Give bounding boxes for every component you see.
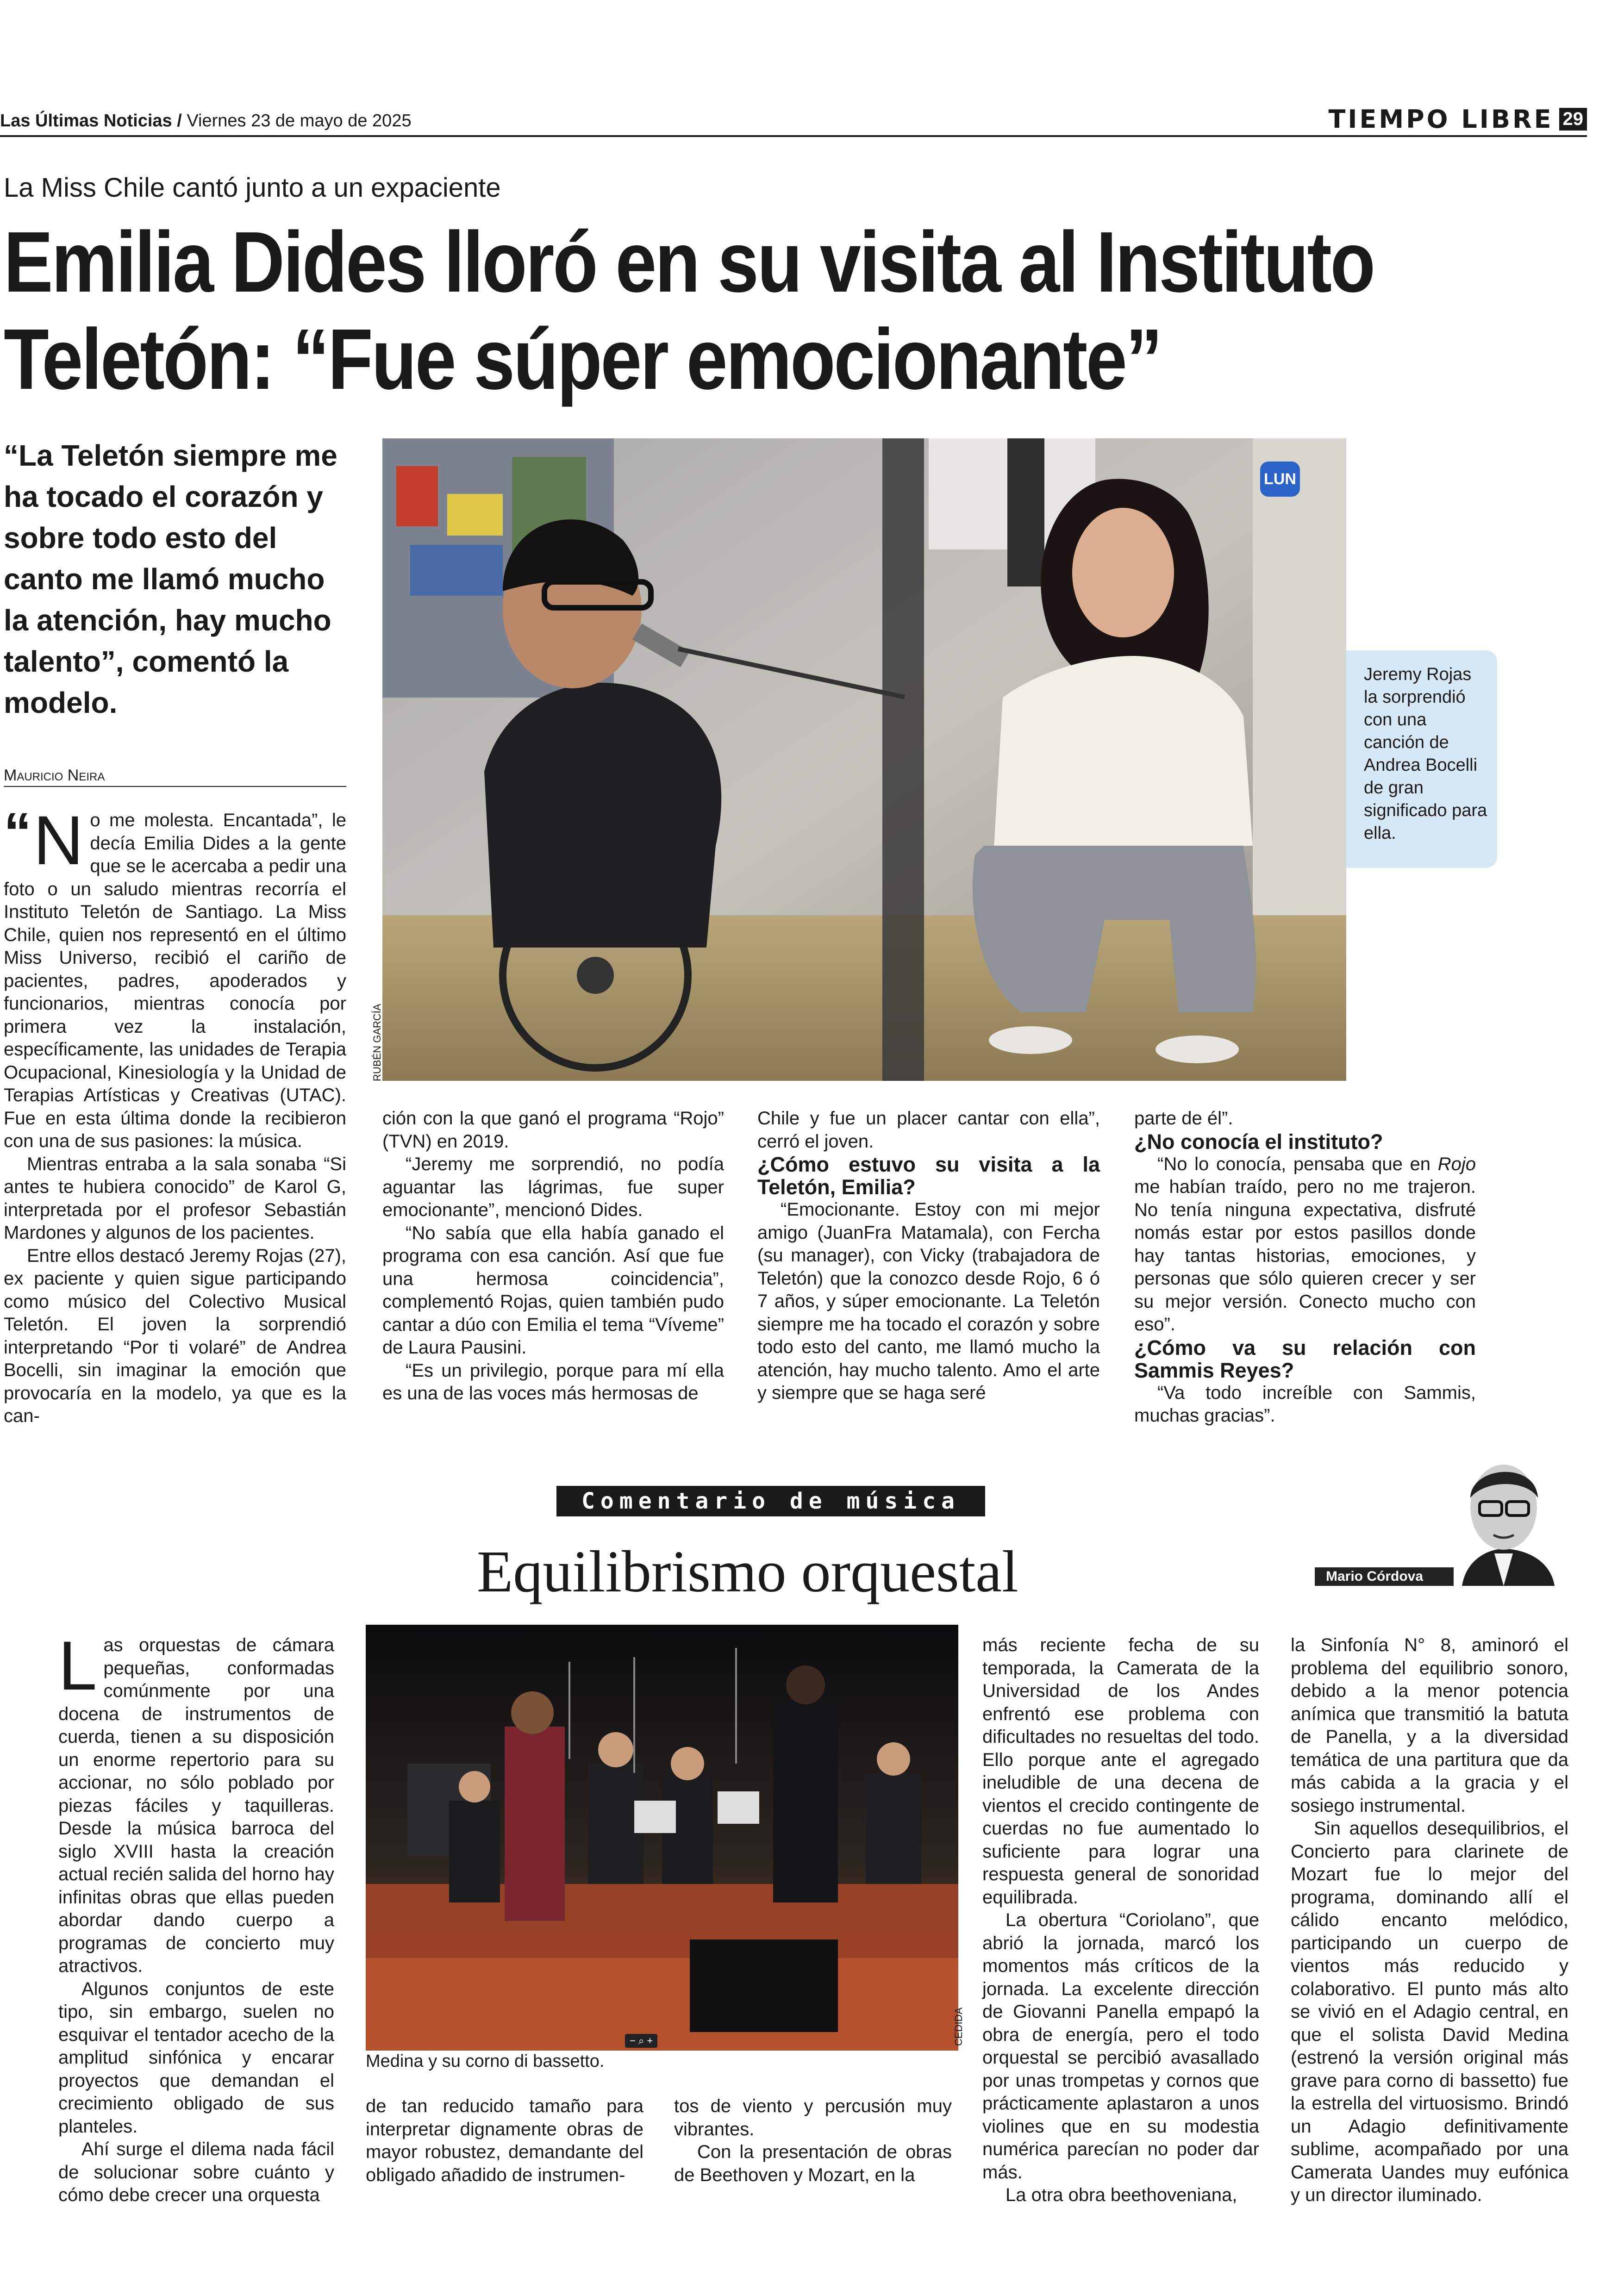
photo-caption-box <box>1346 650 1497 868</box>
article2-col1-p2: Algunos conjuntos de este tipo, sin embargo, suelen no esquivar el tentador acecho de la amplitud sinfónica y encarar proyectos que demandan el crecimiento obligado de sus planteles. <box>58 1978 334 2137</box>
article2-col3-p2: Con la presentación de obras de Beethoven y Mozart, en la <box>674 2142 952 2185</box>
author-name: Mario Córdova <box>1326 1569 1424 1584</box>
pull-quote: “La Teletón siempre me ha tocado el corazón y sobre todo esto del canto me llamó mucho la atención, hay mucho talento”, comentó la modelo. <box>4 439 337 719</box>
section-label <box>1329 105 1587 134</box>
article2-col1-text1: as orquestas de cámara pequeñas, conformadas comúnmente por una docena de instrumentos de cuerda, tienen a su disposición un enorme repertorio para su accionar, no sólo poblado por piezas fáciles y taquilleras. Desde la música barroca del siglo XVIII hasta la creación actual recién salida del horno hay infinitas obras que ellas pueden abordar dando cuerpo a programas de concierto muy atractivos. <box>58 1635 334 1976</box>
concert-photo-illustration <box>366 1625 958 2051</box>
page-number: 29 <box>1559 108 1587 131</box>
article2-column-3 <box>674 2095 952 2187</box>
article2-column-4 <box>982 1634 1259 2207</box>
headline-line-2: Teletón: “Fue súper emocionante” <box>4 312 1161 407</box>
article2-col2-p1: de tan reducido tamaño para interpretar dignamente obras de mayor robustez, demandante del obligado añadido de instrumen- <box>366 2096 643 2185</box>
article1-col2-p1: ción con la que ganó el programa “Rojo” (TVN) en 2019. <box>382 1108 724 1152</box>
article1-col2-p4: “Es un privilegio, porque para mí ella es una de las voces más hermosas de <box>382 1360 724 1403</box>
lun-badge: LUN <box>1260 461 1300 497</box>
photo-zoom-controls[interactable]: − ⌕ + <box>625 2034 657 2048</box>
author-name-tag <box>1315 1567 1454 1586</box>
article1-col2-p2: “Jeremy me sorprendió, no podía aguantar las lágrimas, fue super emocionante”, mencionó Dides. <box>382 1154 724 1220</box>
article1-column-1 <box>4 801 346 1428</box>
photo-illustration <box>382 438 1346 1081</box>
article1-question-3: ¿Cómo va su relación con Sammis Reyes? <box>1134 1335 1476 1382</box>
article2-col1-p3: Ahí surge el dilema nada fácil de solucionar sobre cuánto y cómo debe crecer una orquesta <box>58 2139 334 2205</box>
article1-question-2: ¿No conocía el instituto? <box>1134 1129 1383 1154</box>
headline-line-1: Emilia Dides lloró en su visita al Instituto <box>4 214 1374 310</box>
article1-col1-p3: Entre ellos destacó Jeremy Rojas (27), ex paciente y quien sigue participando como músico del Colectivo Musical Teletón. El joven la sorprendió interpretando “Por ti volaré” de Andrea Bocelli, sin imaginar la emoción que provocaría en la modelo, ya que es la can- <box>4 1245 346 1426</box>
header-rule <box>0 135 1587 137</box>
article1-col4-p2 <box>1134 1153 1476 1336</box>
article2-col4-p3: La otra obra beethoveniana, <box>1006 2185 1237 2205</box>
article2-col4-p1: más reciente fecha de su temporada, la Camerata de la Universidad de los Andes enfrentó ese problema con dificultades no resueltas del todo. Ello porque ante el agregado ineludible de una decena de vientos el crecido contingente de cuerdas no fue aumentado lo suficiente para lograr una respuesta general de sonoridad equilibrada. <box>982 1635 1259 1908</box>
byline: Mauricio Neira <box>4 767 105 784</box>
article1-col4-p2-a: “No lo conocía, pensaba que en <box>1157 1154 1438 1174</box>
concert-caption: Medina y su corno di bassetto. <box>366 2052 605 2071</box>
article2-col3-p1: tos de viento y percusión muy vibrantes. <box>674 2096 952 2139</box>
article2-col4-p2: La obertura “Coriolano”, que abrió la jornada, marcó los momentos más críticos de la jornada. La excelente dirección de Giovanni Panella empapó la obra de energía, pero el todo orquestal se percibió avasallado por unas trompetas y cornos que prácticamente aplastaron a unos violines que en su modestia numérica parecían no poder dar más. <box>982 1910 1259 2183</box>
photo-caption: Jeremy Rojas la sorprendió con una canción de Andrea Bocelli de gran significado para ella. <box>1364 665 1487 843</box>
newspaper-name: Las Últimas Noticias <box>0 111 172 131</box>
dropcap-quote: “ <box>4 801 31 863</box>
header-separator: / <box>177 111 187 131</box>
author-portrait <box>1439 1452 1564 1586</box>
column-section-banner <box>556 1486 985 1516</box>
photo-credit-1: RUBÉN GARCÍA <box>371 1004 383 1081</box>
article2-column-1 <box>58 1627 334 2207</box>
article1-col3-p2: “Emocionante. Estoy con mi mejor amigo (JuanFra Matamala), con Fercha (su manager), con Vicky (trabajadora de Teletón) que la conozco desde Rojo, 6 ó 7 años, y súper emocionante. La Teletón siempre me ha tocado el corazón y sobre todo esto del canto, me llamó mucho la atención, hay mucho talento. Amo el arte y siempre que se haga seré <box>757 1199 1100 1403</box>
article1-question-1: ¿Cómo estuvo su visita a la Teletón, Emilia? <box>757 1153 1100 1199</box>
column-section-label: Comentario de música <box>581 1488 960 1514</box>
article1-col1-text1: o me molesta. Encantada”, le decía Emilia Dides a la gente que se le acercaba a pedir una foto o un saludo mientras recorría el Instituto Teletón de Santiago. La Miss Chile, quien nos representó en el último Miss Universo, recibió el cariño de pacientes, padres, apoderados y funcionarios, mientras conocía por primera vez la instalación, específicamente, las unidades de Terapia Ocupacional, Kinesiología y la Unidad de Terapias Artísticas y Creativas (UTAC). Fue en esta última donde la recibieron con una de sus pasiones: la música. <box>4 810 346 1151</box>
article1-col1-p1 <box>4 801 346 1153</box>
article1-col4-p2-italic: Rojo <box>1437 1154 1476 1174</box>
dropcap-l: L <box>58 1627 97 1704</box>
article2-column-2 <box>366 2095 643 2187</box>
article1-column-4 <box>1134 1107 1476 1428</box>
kicker: La Miss Chile cantó junto a un expaciente <box>4 173 501 203</box>
article2-column-5 <box>1291 1634 1568 2207</box>
article1-col4-p1: parte de él”. <box>1134 1108 1233 1129</box>
dropcap-letter: N <box>33 801 84 879</box>
article2-col5-p2: Sin aquellos desequilibrios, el Concierto para clarinete de Mozart fue lo mejor del programa, dominando allí el cálido encanto melódico, participando un cuerpo de vientos más reducido y colaborativo. El punto más alto se vivió en el Adagio central, en que el solista David Medina (estrenó la versión original más grave para corno di bassetto) fue la estrella del virtuosismo. Brindó un Adagio definitivamente sublime, acompañado por una Camerata Uandes muy eufónica y un director iluminado. <box>1291 1818 1568 2205</box>
article1-column-3 <box>757 1107 1100 1405</box>
article1-col2-p3: “No sabía que ella había ganado el programa con esa canción. Así que fue una hermosa coincidencia”, complementó Rojas, quien también pudo cantar a dúo con Emilia el tema “Víveme” de Laura Pausini. <box>382 1222 724 1358</box>
article1-col1-p2: Mientras entraba a la sala sonaba “Si antes te hubiera conocido” de Karol G, interpretada por el profesor Sebastián Mardones y algunos de los pacientes. <box>4 1154 346 1243</box>
article2-col5-p1: la Sinfonía N° 8, aminoró el problema del equilibrio sonoro, debido a la menor potencia anímica que transmitió la batuta de Panella, y a la diversidad temática de una partitura que da más cabida a la gracia y el sosiego instrumental. <box>1291 1635 1568 1816</box>
photo-credit-2: CEDIDA <box>953 2007 964 2046</box>
article1-col4-p2-b: me habían traído, pero no me trajeron. No tenía ninguna expectativa, disfruté nomás estar por estos pasillos donde hay tantas historias, emociones, y personas que sólo quieren crecer y ser su mejor versión. Conecto mucho con eso”. <box>1134 1177 1476 1335</box>
issue-date: Viernes 23 de mayo de 2025 <box>187 111 412 131</box>
headline <box>4 214 1374 408</box>
byline-rule <box>4 786 346 787</box>
column-title: Equilibrismo orquestal <box>477 1539 1018 1604</box>
author-portrait-drawing <box>1439 1452 1564 1586</box>
article1-column-2 <box>382 1107 724 1405</box>
article1-col3-p1: Chile y fue un placer cantar con ella”, cerró el joven. <box>757 1108 1100 1152</box>
article2-col1-p1 <box>58 1627 334 1978</box>
article-photo <box>382 438 1346 1081</box>
article1-col4-p3: “Va todo increíble con Sammis, muchas gracias”. <box>1134 1382 1476 1426</box>
concert-photo <box>366 1625 958 2051</box>
masthead-line <box>0 111 412 131</box>
section-name: TIEMPO LIBRE <box>1328 105 1554 134</box>
